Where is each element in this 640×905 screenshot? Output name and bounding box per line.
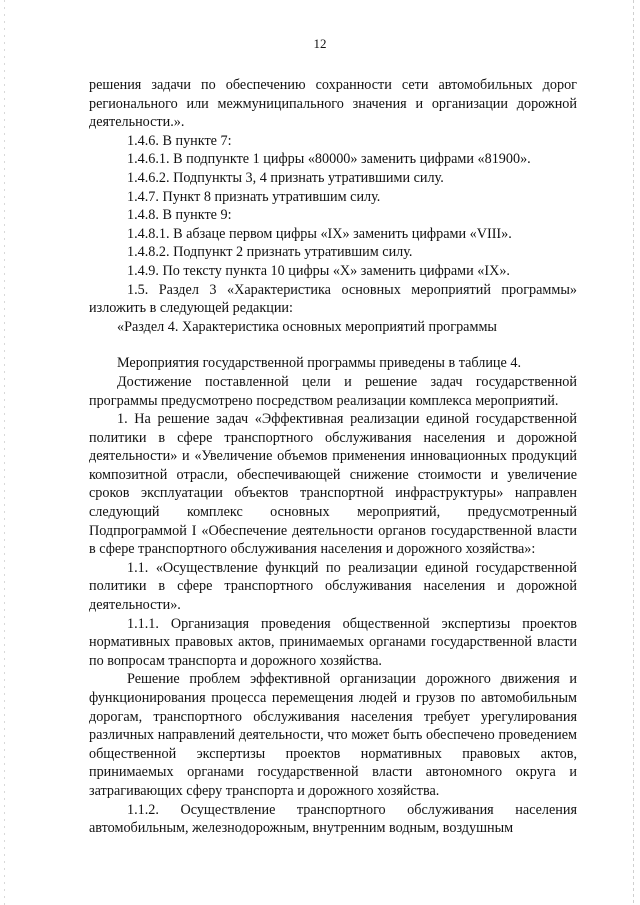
paragraph-1-5: 1.5. Раздел 3 «Характеристика основных мероприятий программы» изложить в следующей редакции: bbox=[89, 281, 577, 317]
paragraph-goal: Достижение поставленной цели и решение задач государственной программы предусмотрено посредством реализации комплекса мероприятий. bbox=[89, 373, 577, 409]
paragraph-continuation: решения задачи по обеспечению сохранности сети автомобильных дорог регионального или межмуниципального значения и организации дорожной деятельности.». bbox=[89, 77, 577, 131]
section-heading: «Раздел 4. Характеристика основных мероприятий программы bbox=[117, 318, 497, 335]
paragraph-item-1: 1. На решение задач «Эффективная реализации единой государственной политики в сфере транспортного обслуживания населения и дорожной деятельности» и «Увеличение объемов применения инновационных продукций композитной отрасли, обеспечивающей снижение стоимости и увеличение сроков эксплуатации объектов транспортной инфраструктуры» направлен следующий комплекс основных мероприятий, предусмотренный Подпрограммой I «Обеспечение деятельности органов государственной власти в сфере транспортного обслуживания населения и дорожного хозяйства»: bbox=[89, 411, 577, 558]
page-number: 12 bbox=[313, 36, 327, 51]
paragraph-item-1-1-2: 1.1.2. Осуществление транспортного обслуживания населения автомобильным, железнодорожным, внутренним водным, воздушным bbox=[89, 801, 577, 837]
paragraph-1-4-8-1: 1.4.8.1. В абзаце первом цифры «IX» заменить цифрами «VIII». bbox=[127, 225, 512, 242]
paragraph-1-4-7: 1.4.7. Пункт 8 признать утратившим силу. bbox=[127, 188, 381, 205]
paragraph-1-4-8-2: 1.4.8.2. Подпункт 2 признать утратившим силу. bbox=[127, 244, 413, 261]
paragraph-problem-solution: Решение проблем эффективной организации дорожного движения и функционирования процесса перемещения людей и грузов по автомобильным дорогам, транспортного обслуживания населения требует урегулирования различных направлений деятельности, что может быть обеспечено проведением общественной экспертизы проектов нормативных правовых актов, принимаемых органами государственной власти автономного округа и затрагивающих сферу транспорта и дорожного хозяйства. bbox=[89, 671, 577, 799]
paragraph-1-4-6-1: 1.4.6.1. В подпункте 1 цифры «80000» заменить цифрами «81900». bbox=[127, 151, 531, 168]
paragraph-item-1-1-1: 1.1.1. Организация проведения общественной экспертизы проектов нормативных правовых актов, принимаемых органами государственной власти по вопросам транспорта и дорожного хозяйства. bbox=[89, 615, 577, 669]
scan-edge-left bbox=[4, 0, 5, 905]
document-body bbox=[89, 76, 577, 838]
paragraph-1-4-9: 1.4.9. По тексту пункта 10 цифры «X» заменить цифрами «IX». bbox=[127, 262, 510, 279]
paragraph-1-4-8: 1.4.8. В пункте 9: bbox=[127, 207, 232, 224]
paragraph-1-4-6-2: 1.4.6.2. Подпункты 3, 4 признать утратившими силу. bbox=[127, 169, 444, 186]
paragraph-item-1-1: 1.1. «Осуществление функций по реализации единой государственной политики в сфере транспортного обслуживания населения и дорожной деятельности». bbox=[89, 559, 577, 614]
blank-line bbox=[89, 336, 577, 354]
scan-edge-right bbox=[633, 0, 634, 905]
paragraph-1-4-6: 1.4.6. В пункте 7: bbox=[127, 132, 232, 149]
paragraph-table-reference: Мероприятия государственной программы приведены в таблице 4. bbox=[117, 355, 521, 372]
